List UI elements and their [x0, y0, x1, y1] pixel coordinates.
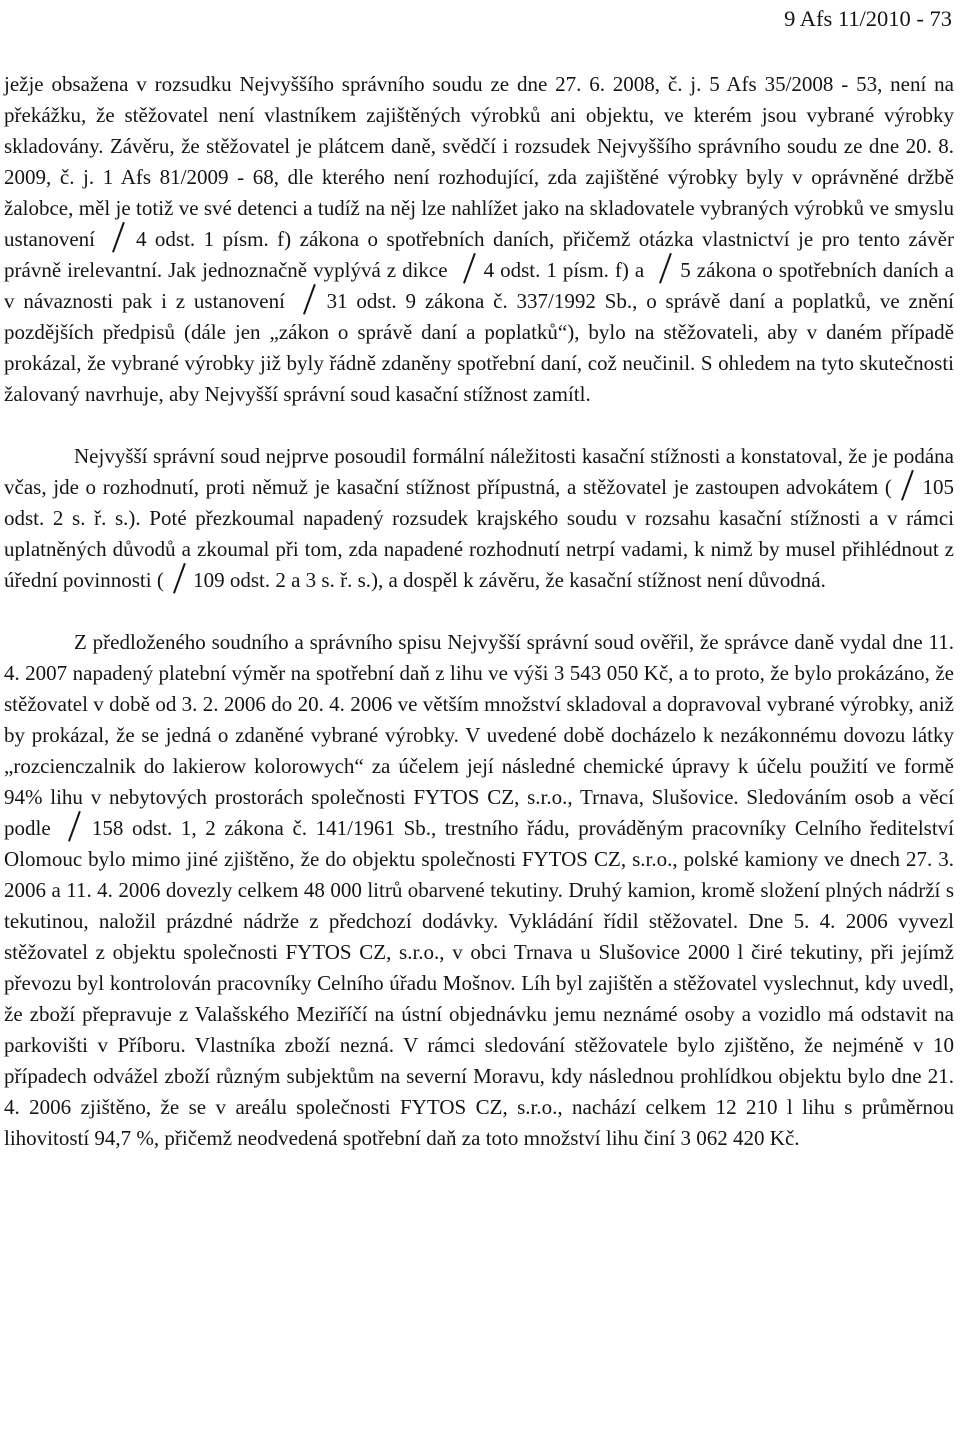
text-segment: 4 odst. 1 písm. f) a	[477, 258, 651, 282]
case-number-header: 9 Afs 11/2010 - 73	[784, 6, 952, 31]
text-segment: 105 odst. 2 s. ř. s.). Poté přezkoumal napadený rozsudek krajského soudu v rozsahu kasační stížnosti a v rámci uplatněných důvodů a zkoumal při tom, zda napadené rozhodnutí netrpí vadami, k nimž by musel přihlédnout z úřední povinnosti (	[4, 475, 954, 592]
document-body	[4, 69, 954, 1154]
text-segment: 109 odst. 2 a 3 s. ř. s.), a dospěl k závěru, že kasační stížnost není důvodná.	[187, 568, 826, 592]
text-segment: Z předloženého soudního a správního spisu Nejvyšší správní soud ověřil, že správce daně vydal dne 11. 4. 2007 napadený platební výměr na spotřební daň z lihu ve výši 3 543 050 Kč, a to proto, že bylo prokázáno, že stěžovatel v době od 3. 2. 2006 do 20. 4. 2006 ve větším množství skladoval a dopravoval vybrané výrobky, aniž by prokázal, že se jedná o zdaněné vybrané výrobky. V uvedené době docházelo k nezákonnému dovozu látky „rozcienczalnik do lakierow kolorowych“ za účelem její následné chemické úpravy k účelu použití ve formě 94% lihu v nebytových prostorách společnosti FYTOS CZ, s.r.o., Trnava, Slušovice. Sledováním osob a věcí podle	[4, 630, 954, 840]
text-segment: 158 odst. 1, 2 zákona č. 141/1961 Sb., trestního řádu, prováděným pracovníky Celního ředitelství Olomouc bylo mimo jiné zjištěno, že do objektu společnosti FYTOS CZ, s.r.o., polské kamiony ve dnech 27. 3. 2006 a 11. 4. 2006 dovezly celkem 48 000 litrů obarvené tekutiny. Druhý kamion, kromě složení plných nádrží s tekutinou, naložil prázdné nádrže z předchozí dodávky. Vykládání řídil stěžovatel. Dne 5. 4. 2006 vyvezl stěžovatel z objektu společnosti FYTOS CZ, s.r.o., v obci Trnava u Slušovice 2000 l čiré tekutiny, při jejímž převozu byl kontrolován pracovníky Celního úřadu Mošnov. Líh byl zajištěn a stěžovatel vyslechnut, kdy uvedl, že zboží přepravuje z Valašského Meziříčí na ústní objednávku jemu neznámé osoby a vozidlo má odstavit na parkovišti v Příboru. Vlastníka zboží nezná. V rámci sledování stěžovatele bylo zjištěno, že nejméně v 10 případech odvážel zboží různým subjektům na severní Moravu, kdy následnou prohlídkou objektu bylo dne 21. 4. 2006 zjištěno, že se v areálu společnosti FYTOS CZ, s.r.o., nachází celkem 12 210 l lihu s průměrnou lihovitostí 94,7 %, přičemž neodvedená spotřební daň za toto množství lihu činí 3 062 420 Kč.	[4, 816, 954, 1150]
paragraph-1	[4, 69, 954, 410]
paragraph-3	[4, 627, 954, 1154]
paragraph-2	[4, 441, 954, 596]
text-segment: 5 zákona o spotřebních daních a v návaznosti pak i z ustanovení	[4, 258, 954, 313]
text-segment: 4 odst. 1 písm. f) zákona o spotřebních daních, přičemž otázka vlastnictví je pro tento závěr právně irelevantní. Jak jednoznačně vyplývá z dikce	[4, 227, 954, 282]
text-segment: ježje obsažena v rozsudku Nejvyššího správního soudu ze dne 27. 6. 2008, č. j. 5 Afs 35/2008 - 53, není na překážku, že stěžovatel není vlastníkem zajištěných výrobků ani objektu, ve kterém jsou vybrané výrobky skladovány. Závěru, že stěžovatel je plátcem daně, svědčí i rozsudek Nejvyššího správního soudu ze dne 20. 8. 2009, č. j. 1 Afs 81/2009 - 68, dle kterého není rozhodující, zda zajištěné výrobky byly v oprávněné držbě žalobce, měl je totiž ve své detenci a tudíž na něj lze nahlížet jako na skladovatele vybraných výrobků ve smyslu ustanovení	[4, 72, 954, 251]
text-segment: Nejvyšší správní soud nejprve posoudil formální náležitosti kasační stížnosti a konstatoval, že je podána včas, jde o rozhodnutí, proti němuž je kasační stížnost přípustná, a stěžovatel je zastoupen advokátem (	[4, 444, 954, 499]
text-segment: 31 odst. 9 zákona č. 337/1992 Sb., o správě daní a poplatků, ve znění pozdějších předpisů (dále jen „zákon o správě daní a poplatků“), bylo na stěžovateli, aby v daném případě prokázal, že vybrané výrobky již byly řádně zdaněny spotřební daní, což neučinil. S ohledem na tyto skutečnosti žalovaný navrhuje, aby Nejvyšší správní soud kasační stížnost zamítl.	[4, 289, 955, 406]
